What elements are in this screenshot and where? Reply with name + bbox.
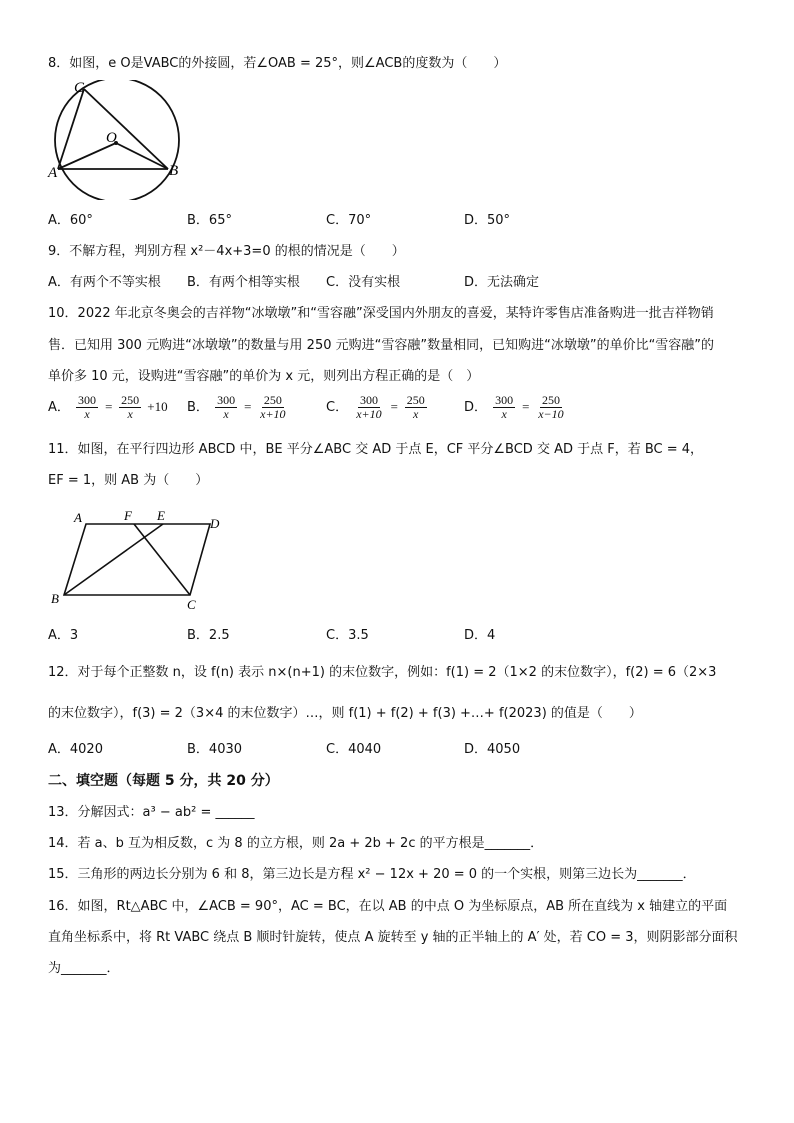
label-e: E — [157, 508, 165, 523]
numerator: 250 — [541, 393, 560, 407]
fraction-left — [493, 394, 515, 421]
q11-line1: 11．如图，在平行四边形 ABCD 中，BE 平分∠ABC 交 AD 于点 E，CF 平分∠BCD 交 AD 于点 F，若 BC = 4， — [48, 442, 704, 457]
numerator: 300 — [217, 393, 236, 407]
option-label: D． — [464, 400, 488, 415]
q10-option-b — [187, 394, 290, 421]
q8-option-c: C．70° — [326, 213, 372, 228]
q8-figure — [44, 80, 194, 200]
q8-option-a: A．60° — [48, 213, 93, 228]
segment-ob — [116, 143, 168, 169]
tail-term: +10 — [147, 399, 168, 414]
label-b: B — [51, 591, 59, 606]
label-c: C — [187, 597, 196, 612]
label-o: O — [106, 130, 117, 146]
q12-line2: 的末位数字），f(3) = 2（3×4 的末位数字）…，则 f(1) + f(2) + f(3) +…+ f(2023) 的值是（ ） — [48, 706, 642, 721]
equals: = — [389, 399, 399, 414]
q16-line2: 直角坐标系中，将 Rt VABC 绕点 B 顺时针旋转，使点 A 旋转至 y 轴的正半轴上的 A′ 处，若 CO = 3，则阴影部分面积 — [48, 930, 738, 945]
q12-line1: 12．对于每个正整数 n，设 f(n) 表示 n×(n+1) 的末位数字，例如：f(1) = 2（1×2 的末位数字），f(2) = 6（2×3 — [48, 665, 717, 680]
denominator: x+10 — [356, 407, 382, 421]
q12-option-b: B．4030 — [187, 742, 243, 757]
fraction-right — [405, 394, 427, 421]
q14-stem: 14．若 a、b 互为相反数，c 为 8 的立方根，则 2a + 2b + 2c 的平方根是_______． — [48, 836, 544, 851]
fraction-right — [258, 394, 287, 421]
q8-option-b: B．65° — [187, 213, 232, 228]
q13-stem: 13．分解因式：a³ − ab² = ______ — [48, 805, 255, 820]
q8-option-d: D．50° — [464, 213, 511, 228]
q11-line2: EF = 1，则 AB 为（ ） — [48, 473, 209, 488]
numerator: 250 — [406, 393, 425, 407]
label-a: A — [74, 510, 82, 525]
denominator: x — [84, 407, 90, 421]
q11-option-a: A．3 — [48, 628, 79, 643]
q16-line3: 为_______． — [48, 961, 120, 976]
q11-option-b: B．2.5 — [187, 628, 230, 643]
denominator: x−10 — [538, 407, 564, 421]
numerator: 300 — [495, 393, 514, 407]
parallelogram-abcd — [64, 524, 210, 595]
q11-option-d: D．4 — [464, 628, 496, 643]
q12-option-a: A．4020 — [48, 742, 103, 757]
label-d: D — [210, 516, 220, 531]
q9-option-c: C．没有实根 — [326, 275, 401, 290]
q15-stem: 15．三角形的两边长分别为 6 和 8，第三边长是方程 x² − 12x + 20 = 0 的一个实根，则第三边长为_______． — [48, 867, 696, 882]
fraction-left — [354, 394, 383, 421]
equals: = — [243, 399, 252, 414]
segment-cb — [84, 89, 168, 169]
label-b: B — [169, 163, 179, 179]
fraction-left — [215, 394, 237, 421]
q9-stem: 9．不解方程，判别方程 x²－4x+3=0 的根的情况是（ ） — [48, 244, 405, 259]
denominator: x — [223, 407, 229, 421]
q11-figure — [44, 508, 234, 616]
option-label: B． — [187, 400, 209, 415]
fraction-right — [536, 394, 565, 421]
fraction-right — [119, 394, 141, 421]
numerator: 250 — [121, 393, 140, 407]
denominator: x — [413, 407, 419, 421]
q11-option-c: C．3.5 — [326, 628, 369, 643]
fraction-left — [76, 394, 98, 421]
label-f: F — [124, 508, 132, 523]
q10-line2: 售．已知用 300 元购进“冰墩墩”的数量与用 250 元购进“雪容融”数量相同，已知购进“冰墩墩”的单价比“雪容融”的 — [48, 338, 715, 353]
q10-option-d — [464, 394, 568, 421]
denominator: x+10 — [260, 407, 286, 421]
denominator: x — [127, 407, 133, 421]
segment-ac — [58, 89, 84, 169]
equals: = — [521, 399, 531, 414]
numerator: 300 — [359, 393, 378, 407]
q10-line3: 单价多 10 元，设购进“雪容融”的单价为 x 元，则列出方程正确的是（ ） — [48, 369, 480, 384]
denominator: x — [501, 407, 507, 421]
q9-option-b: B．有两个相等实根 — [187, 275, 300, 290]
q10-line1: 10．2022 年北京冬奥会的吉祥物“冰墩墩”和“雪容融”深受国内外朋友的喜爱，某特许零售店准备购进一批吉祥物销 — [48, 306, 714, 321]
segment-be — [64, 524, 163, 595]
circumcircle — [55, 80, 179, 200]
q12-option-d: D．4050 — [464, 742, 521, 757]
option-label: C． — [326, 400, 349, 415]
section-heading: 二、填空题（每题 5 分，共 20 分） — [48, 773, 279, 789]
option-label: A． — [48, 400, 70, 415]
segment-cf — [134, 524, 190, 595]
q16-line1: 16．如图，Rt△ABC 中，∠ACB = 90°，AC = BC，在以 AB 的中点 O 为坐标原点，AB 所在直线为 x 轴建立的平面 — [48, 899, 728, 914]
q12-option-c: C．4040 — [326, 742, 382, 757]
numerator: 300 — [78, 393, 97, 407]
label-c: C — [74, 80, 85, 96]
q8-stem: 8．如图，e O是VABC的外接圆，若∠OAB = 25°，则∠ACB的度数为（ ） — [48, 56, 507, 71]
q10-option-a — [48, 394, 168, 421]
q9-option-d: D．无法确定 — [464, 275, 540, 290]
numerator: 250 — [263, 393, 282, 407]
label-a: A — [48, 165, 58, 181]
segment-ao — [58, 143, 116, 169]
q10-option-c — [326, 394, 429, 421]
equals: = — [104, 399, 113, 414]
q9-option-a: A．有两个不等实根 — [48, 275, 161, 290]
